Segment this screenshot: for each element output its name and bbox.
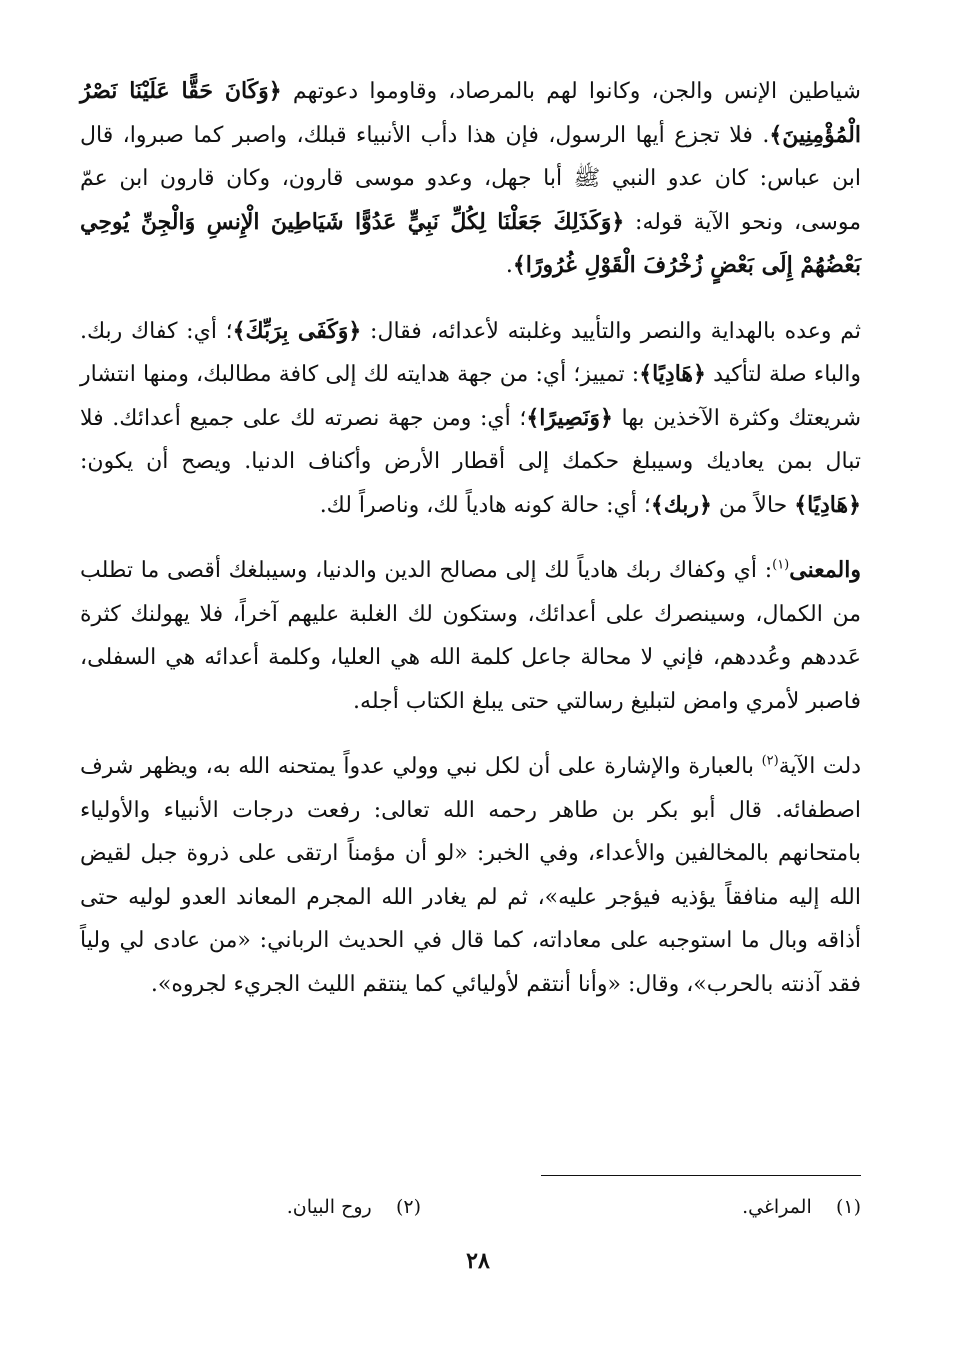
footnote-2-text: روح البيان. [286, 1196, 372, 1218]
body-text: : تمييز؛ أي: من جهة هدايته لك إلى كافة مطالبك، ومنها انتشار شريعتك وكثرة الآخذين بها [80, 362, 861, 431]
body-text: : أي وكفاك ربك هادياً لك إلى مصالح الدين والدنيا، وسيبلغك أقصى ما تطلب من الكمال، وسينصرك على أعدائك، وستكون لك الغلبة عليهم آخراً، فلا يهولنك كثرة عَددهم وعُددهم، فإني لا محالة جاعل كلمة الله هي العليا، وكلمة أعدائه هي السفلى، فاصبر لأمري وامض لتبليغ رسالتي حتى يبلغ الكتاب أجله. [80, 558, 861, 714]
quran-verse: ﴿هَادِيًا﴾ [794, 491, 861, 518]
paragraph-2 [80, 310, 861, 528]
footnote-divider [541, 1175, 861, 1176]
footnote-1 [421, 1192, 861, 1222]
quran-verse: ﴿ربك﴾ [650, 491, 712, 518]
body-text: حالاً من [711, 492, 795, 518]
quran-verse: ﴿وَكَذَلِكَ جَعَلْنَا لِكُلِّ نَبِيٍّ عَدُوًّا شَيَاطِينَ الْإِنسِ وَالْجِنِّ يُوحِي بَعْضُهُمْ إِلَى بَعْضٍ زُخْرُفَ الْقَوْلِ غُرُورًا﴾ [80, 208, 861, 278]
body-text: دلت الآية [778, 754, 861, 779]
paragraph-4 [80, 745, 861, 1006]
footnotes [80, 1192, 861, 1222]
page-number: ٢٨ [466, 1248, 490, 1274]
footnote-2-marker: (٢) [395, 1196, 421, 1218]
body-text: بالعبارة والإشارة على أن لكل نبي وولي عدواً يمتحنه الله به، ويظهر شرف اصطفائه. قال أبو بكر بن طاهر رحمه الله تعالى: رفعت درجات الأنبياء والأولياء بامتحانهم بالمخالفين والأعداء، وفي الخبر: «لو أن مؤمناً ارتقى على ذروة جبل لقيض الله إليه منافقاً يؤذيه فيؤجر عليه»، ثم لم يغادر الله المجرم المعاند العدو لوليه حتى أذاقه وبال ما استوجبه على معاداته، كما قال في الحديث الرباني: «من عادى لي ولياً فقد آذنته بالحرب»، وقال: «وأنا أنتقم لأوليائي كما ينتقم الليث الجريء لجروه». [80, 754, 861, 997]
body-text: شياطين الإنس والجن، وكانوا لهم بالمرصاد، وقاوموا دعوتهم [281, 79, 861, 104]
page-body [80, 70, 861, 1006]
quran-verse: ﴿هَادِيًا﴾ [639, 361, 706, 387]
quran-verse: ﴿وَكَانَ حَقًّا عَلَيْنَا نَصْرُ الْمُؤْمِنِينَ﴾ [80, 78, 861, 148]
footnote-2 [287, 1192, 421, 1222]
body-text: ثم وعده بالهداية والنصر والتأييد وغلبته لأعدائه، فقال: [361, 318, 861, 344]
footnote-1-marker: (١) [835, 1196, 861, 1218]
body-text: . فلا تجزع أيها الرسول، فإن هذا دأب الأنبياء قبلك، واصبر كما صبروا، قال ابن عباس: كان عدو النبي ﷺ أبا جهل، وعدو موسى قارون، وكان قارون ابن عمّ موسى، ونحو الآية قوله: [80, 122, 861, 235]
footnote-1-text: المراغي. [742, 1196, 812, 1218]
emphasis-text: والمعنى [789, 557, 861, 583]
body-text: ؛ أي: ومن جهة نصرته لك على جميع أعدائك. فلا تبال بمن يعاديك وسيبلغ حكمك إلى أقطار الأرض وأكناف الدنيا. ويصح أن يكون: [80, 405, 861, 474]
body-text: . [505, 253, 513, 278]
body-text: ؛ أي: حالة كونه هادياً لك، وناصراً لك. [319, 492, 651, 518]
paragraph-1 [80, 70, 861, 288]
paragraph-3 [80, 549, 861, 723]
body-text: ؛ أي: كفاك ربك. والباء صلة لتأكيد [80, 318, 861, 387]
footnote-ref: (١) [772, 557, 790, 573]
quran-verse: ﴿وَنَصِيرًا﴾ [526, 404, 613, 431]
footnote-ref: (٢) [761, 753, 779, 769]
quran-verse: ﴿وَكَفَى بِرَبِّكَ﴾ [232, 317, 362, 344]
